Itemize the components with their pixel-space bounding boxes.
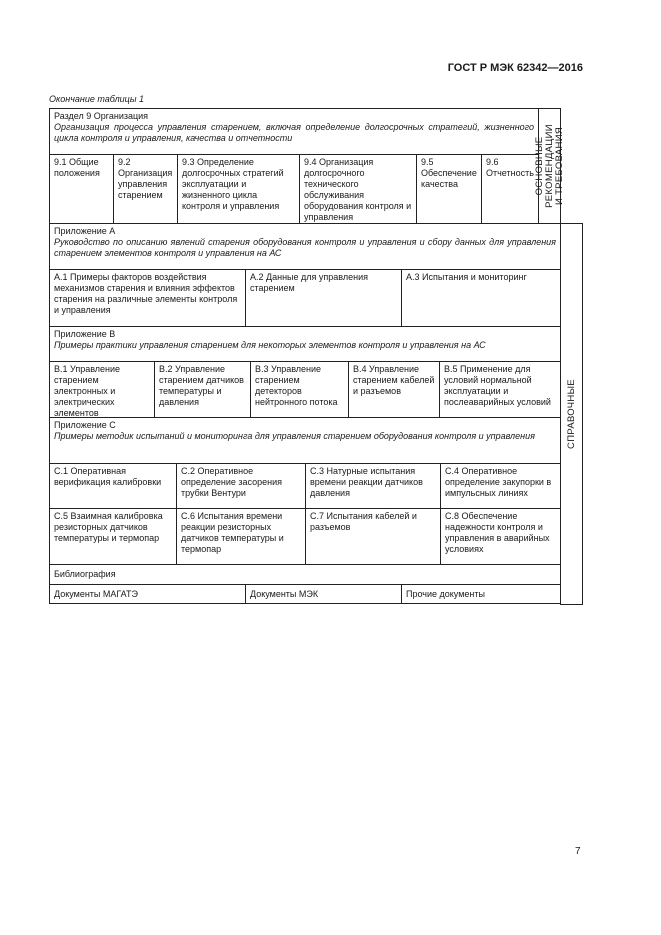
- annexC-description: Примеры методик испытаний и мониторинга для управления старением оборудования контроля и управления: [54, 431, 535, 441]
- annexB-cell-3: В.3 Управление старением детекторов нейтронного потока: [250, 361, 349, 418]
- section9-side-label-text: ОСНОВНЫЕ РЕКОМЕНДАЦИИ И ТРЕБОВАНИЯ: [533, 124, 565, 208]
- section9-cell-1: 9.1 Общие положения: [49, 154, 114, 224]
- section9-cell-5: 9.5 Обеспечение качества: [416, 154, 482, 224]
- annexB-cell-5: В.5 Применение для условий нормальной эксплуатации и послеаварийных условий: [439, 361, 561, 418]
- section9-cell-6: 9.6 Отчетность: [481, 154, 539, 224]
- annexB-cell-1: В.1 Управление старением электронных и электрических элементов: [49, 361, 155, 418]
- section9-cell-4: 9.4 Организация долгосрочного технического обслуживания оборудования контроля и управления: [299, 154, 417, 224]
- annexA-cell-2: А.2 Данные для управления старением: [245, 269, 402, 327]
- annexA-description: Руководство по описанию явлений старения оборудования контроля и управления и сбору данных для управления старением элементов контроля и управления на АС: [54, 237, 556, 258]
- table-caption: Окончание таблицы 1: [49, 94, 144, 104]
- annexB-header: [49, 326, 561, 362]
- section9-title: Раздел 9 Организация: [54, 111, 149, 121]
- annexB-description: Примеры практики управления старением для некоторых элементов контроля и управления на АС: [54, 340, 486, 350]
- annexA-title: Приложение А: [54, 226, 116, 236]
- section9-description: Организация процесса управления старением, включая определение долгосрочных стратегий, жизненного цикла контроля и управления, качества и отчетности: [54, 122, 534, 143]
- annexC-cell-8: С.8 Обеспечение надежности контроля и управления в аварийных условиях: [440, 508, 561, 565]
- annexA-cell-1: А.1 Примеры факторов воздействия механизмов старения и влияния эффектов старения на различные элементы контроля и управления: [49, 269, 246, 327]
- bibliography-title: Библиография: [49, 564, 561, 585]
- bibliography-cell-3: Прочие документы: [401, 584, 561, 604]
- page-number: 7: [575, 846, 581, 857]
- annexC-cell-4: С.4 Оперативное определение закупорки в импульсных линиях: [440, 463, 561, 509]
- annexC-cell-7: С.7 Испытания кабелей и разъемов: [305, 508, 441, 565]
- annexC-header: [49, 417, 561, 464]
- annexB-title: Приложение В: [54, 329, 116, 339]
- annexC-cell-6: С.6 Испытания времени реакции резисторных датчиков температуры и термопар: [176, 508, 306, 565]
- document-header: ГОСТ Р МЭК 62342—2016: [447, 62, 583, 74]
- annexB-cell-4: В.4 Управление старением кабелей и разъемов: [348, 361, 440, 418]
- section9-cell-3: 9.3 Определение долгосрочных стратегий эксплуатации и жизненного цикла контроля и управления: [177, 154, 300, 224]
- annexC-cell-3: С.3 Натурные испытания времени реакции датчиков давления: [305, 463, 441, 509]
- bibliography-cell-1: Документы МАГАТЭ: [49, 584, 246, 604]
- section9-header: [49, 108, 539, 155]
- annexA-cell-3: А.3 Испытания и мониторинг: [401, 269, 561, 327]
- annexB-cell-2: В.2 Управление старением датчиков температуры и давления: [154, 361, 251, 418]
- annexC-cell-2: С.2 Оперативное определение засорения трубки Вентури: [176, 463, 306, 509]
- annexC-cell-5: С.5 Взаимная калибровка резисторных датчиков температуры и термопар: [49, 508, 177, 565]
- reference-side-label-text: СПРАВОЧНЫЕ: [565, 379, 577, 449]
- reference-side-label: [560, 223, 583, 605]
- annexC-title: Приложение С: [54, 420, 116, 430]
- section9-side-label: [533, 108, 565, 224]
- annexA-header: [49, 223, 561, 270]
- annexC-cell-1: С.1 Оперативная верификация калибровки: [49, 463, 177, 509]
- bibliography-cell-2: Документы МЭК: [245, 584, 402, 604]
- section9-cell-2: 9.2 Организация управления старением: [113, 154, 178, 224]
